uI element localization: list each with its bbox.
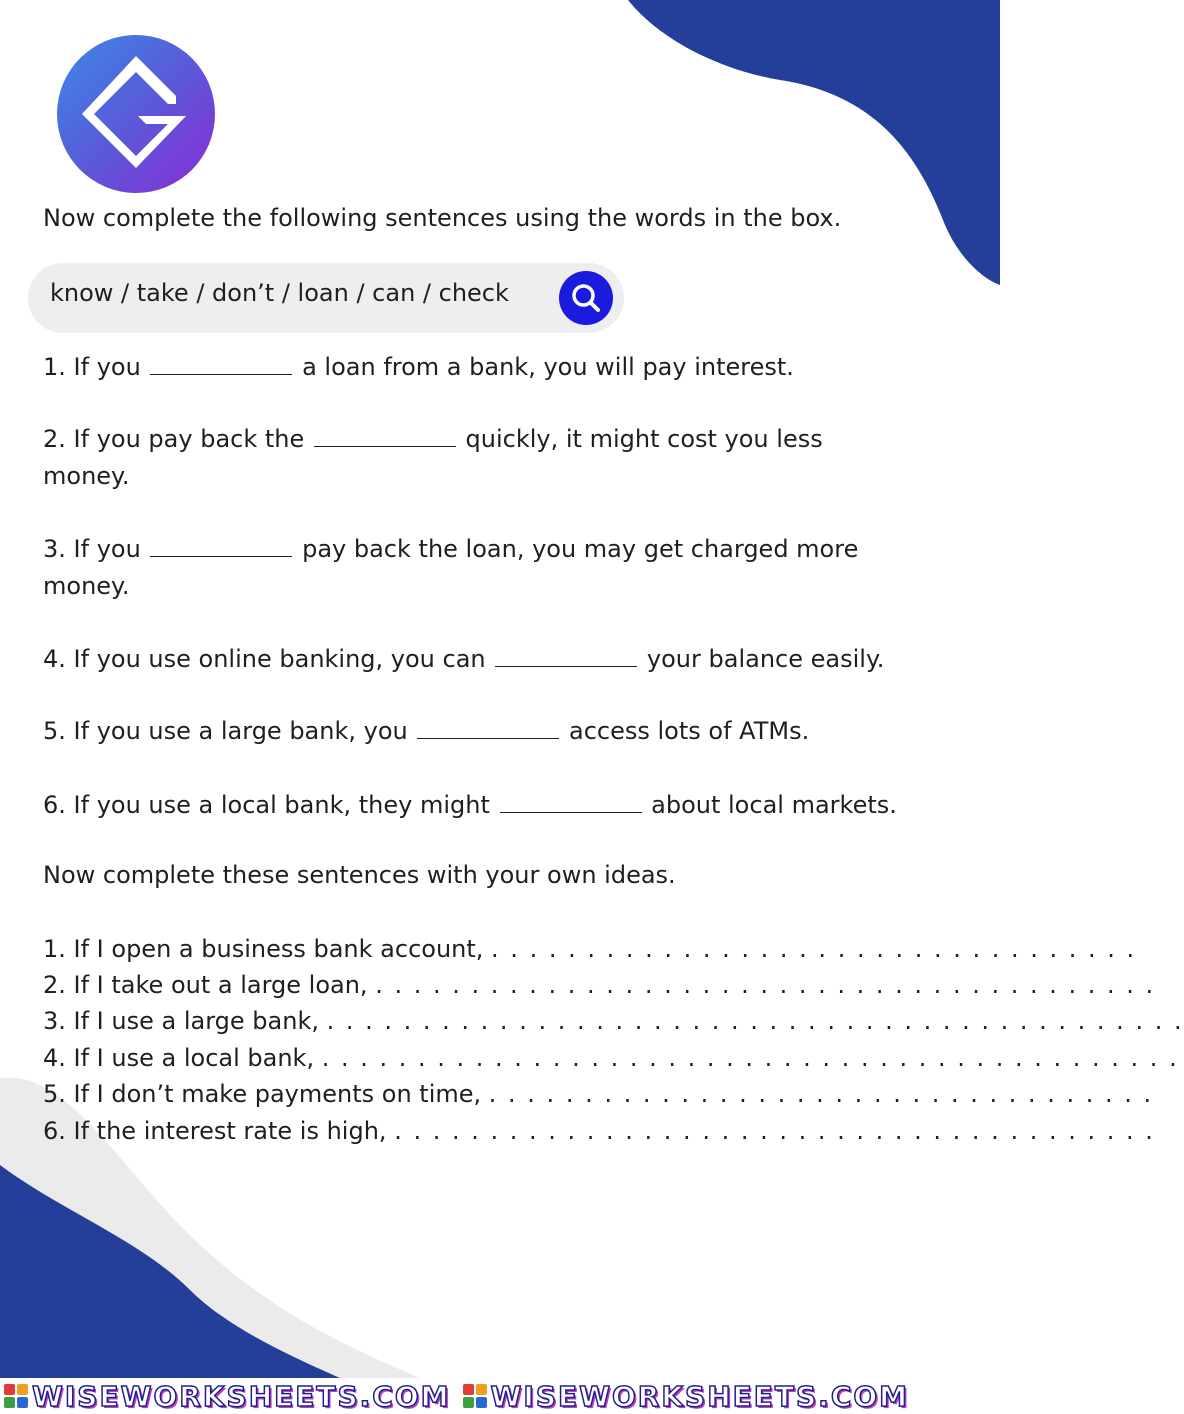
- grid-logo-icon: [4, 1384, 28, 1408]
- footer-brand-text: WISEWORKSHEETS.COM: [490, 1379, 910, 1413]
- own-idea-prompt: 3. If I use a large bank,: [43, 1007, 319, 1035]
- search-icon: [570, 282, 602, 314]
- sentence-before: If you: [73, 353, 141, 381]
- own-idea-prompt: 4. If I use a local bank,: [43, 1044, 315, 1072]
- brand-logo: [56, 34, 216, 194]
- answer-dots: . . . . . . . . . . . . . . . . . . . . . . . . . . . . . . . . . . . . . . . . . . . . .: [321, 1044, 1179, 1072]
- sentence-before: If you: [73, 535, 141, 563]
- sentence-after: pay back the loan, you may get charged more: [302, 535, 859, 563]
- sentence-continuation: money.: [43, 572, 130, 600]
- answer-blank-6[interactable]: [500, 794, 642, 813]
- top-right-blob: [628, 0, 1000, 285]
- sentence-after: access lots of ATMs.: [569, 717, 810, 745]
- answer-dots: . . . . . . . . . . . . . . . . . . . . . . . . . . . . . . . . . . . . . . . . . . . . .: [326, 1007, 1184, 1035]
- footer-watermark: [0, 1378, 1000, 1414]
- own-idea-prompt: 5. If I don’t make payments on time,: [43, 1080, 482, 1108]
- answer-blank-4[interactable]: [495, 648, 637, 667]
- sentence-after: a loan from a bank, you will pay interest.: [302, 353, 794, 381]
- sentence-number: 4.: [43, 645, 66, 673]
- answer-dots: . . . . . . . . . . . . . . . . . . . . . . . . . . . . . . . . . .: [491, 935, 1137, 963]
- answer-dots: . . . . . . . . . . . . . . . . . . . . . . . . . . . . . . . . . . . . . . . .: [394, 1117, 1155, 1145]
- own-idea-prompt: 6. If the interest rate is high,: [43, 1117, 387, 1145]
- instruction-part1: Now complete the following sentences using the words in the box.: [43, 204, 842, 232]
- gap-sentence-6: [43, 787, 897, 824]
- own-idea-prompt: 1. If I open a business bank account,: [43, 935, 484, 963]
- word-box-text: know / take / don’t / loan / can / check: [50, 279, 509, 307]
- answer-dots: . . . . . . . . . . . . . . . . . . . . . . . . . . . . . . . . . . .: [488, 1080, 1154, 1108]
- sentence-number: 5.: [43, 717, 66, 745]
- answer-blank-1[interactable]: [150, 356, 292, 375]
- sentence-number: 2.: [43, 425, 66, 453]
- own-idea-1[interactable]: [43, 935, 1136, 963]
- answer-blank-3[interactable]: [150, 538, 292, 557]
- own-idea-2[interactable]: [43, 971, 1155, 999]
- gap-sentence-3: [43, 531, 858, 605]
- footer-brand-1: [0, 1380, 451, 1413]
- sentence-after: your balance easily.: [646, 645, 885, 673]
- sentence-number: 3.: [43, 535, 66, 563]
- sentence-number: 6.: [43, 791, 66, 819]
- own-idea-5[interactable]: [43, 1080, 1153, 1108]
- sentence-before: If you use a local bank, they might: [73, 791, 490, 819]
- gap-sentence-1: [43, 349, 794, 386]
- grid-logo-icon: [463, 1384, 487, 1408]
- gap-sentence-4: [43, 641, 884, 678]
- sentence-before: If you pay back the: [73, 425, 305, 453]
- instruction-part2: Now complete these sentences with your own ideas.: [43, 861, 676, 889]
- sentence-number: 1.: [43, 353, 66, 381]
- own-idea-prompt: 2. If I take out a large loan,: [43, 971, 368, 999]
- answer-dots: . . . . . . . . . . . . . . . . . . . . . . . . . . . . . . . . . . . . . . . . .: [375, 971, 1156, 999]
- own-idea-4[interactable]: [43, 1044, 1179, 1072]
- answer-blank-2[interactable]: [314, 428, 456, 447]
- sentence-before: If you use a large bank, you: [73, 717, 408, 745]
- gap-sentence-2: [43, 421, 823, 495]
- own-idea-3[interactable]: [43, 1007, 1184, 1035]
- sentence-before: If you use online banking, you can: [73, 645, 486, 673]
- footer-brand-text: WISEWORKSHEETS.COM: [32, 1379, 451, 1413]
- sentence-continuation: money.: [43, 462, 130, 490]
- sentence-after: quickly, it might cost you less: [465, 425, 823, 453]
- search-button[interactable]: [559, 271, 613, 325]
- answer-blank-5[interactable]: [417, 720, 559, 739]
- own-idea-6[interactable]: [43, 1117, 1155, 1145]
- footer-brand-2: [459, 1380, 910, 1413]
- word-box: [28, 263, 624, 333]
- sentence-after: about local markets.: [651, 791, 897, 819]
- gap-sentence-5: [43, 713, 809, 750]
